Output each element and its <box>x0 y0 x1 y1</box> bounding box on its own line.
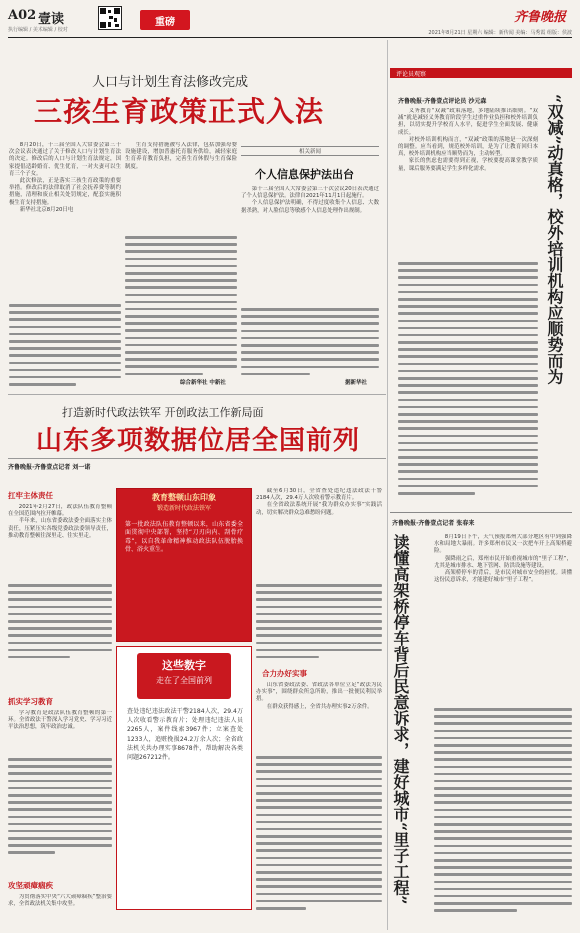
top-section-divider <box>8 394 386 395</box>
editorial-label <box>390 68 572 78</box>
editorial-para-2: 对校外培训机构而言，“双减”政策的落地是一次深刻的调整。应当看到，规范校外培训，是为了让教育回归本真，校外培训机构应当顺势而为，主动转型。 <box>398 136 538 158</box>
badge-label: 重磅 <box>155 16 175 28</box>
feature-badge <box>140 10 190 30</box>
newspaper-logo: 齐鲁晚报 <box>513 10 566 25</box>
shandong-text-a <box>8 504 112 580</box>
banner-figures <box>116 646 252 910</box>
column-divider <box>387 40 388 930</box>
bridge-para-1: 8月19日下午，天气预报郑州大部分地区有中到强降水和局地大暴雨。许多郑州市民又一次把车开上高架桥避险。 <box>434 534 572 555</box>
banner-inspection-sub: 锻造新时代政法铁军 <box>156 505 211 512</box>
shandong-text-d <box>256 488 382 580</box>
header-rule <box>8 37 572 38</box>
bridge-para-3: 高架桥停车的背后，是市民对城市安全的担忧。读懂这份民意诉求，才能建好城市“里子工程”。 <box>434 570 572 584</box>
shandong-rule <box>8 458 386 459</box>
shandong-byline: 齐鲁晚报·齐鲁壹点记者 刘一诺 <box>8 464 91 471</box>
topic-column-1-lines <box>9 304 121 390</box>
editorial-byline: 齐鲁晚报·齐鲁壹点评论员 沙元森 <box>398 98 487 105</box>
privacy-para-1: 第十三届全国人大常委会第三十次会议20日表决通过了个人信息保护法。法律自2021年11月1日起施行。 <box>241 186 379 200</box>
editorial-para-3: 家长的焦虑也需要得到正视，学校要提高课堂教学质量，课后服务要满足学生多样化需求。 <box>398 158 538 172</box>
shandong-b-para: 学习教育是政法队伍教育整顿的第一环。全省政法干警深入学习党史、学习习近平法治思想，筑牢政治忠诚。 <box>8 710 112 731</box>
shandong-kicker: 打造新时代政法铁军 开创政法工作新局面 <box>62 406 264 419</box>
shandong-b-lines <box>8 758 112 862</box>
privacy-para-2: 个人信息保护法明确，不得过度收集个人信息、大数据杀熟，对人脸信息等敏感个人信息处理作出规制。 <box>241 200 379 214</box>
editor-line: 执行编辑 / 美术编辑 / 校对 <box>8 27 68 33</box>
shandong-text-c <box>8 894 112 930</box>
topic-headline: 三孩生育政策正式入法 <box>34 95 325 128</box>
shandong-d-lines <box>256 584 382 662</box>
bridge-para-2: 强降雨之后，郑州市民开始重视城市的“里子工程”，尤其是城市排水、地下管网、防洪设施等建设。 <box>434 555 572 569</box>
banner-inspection <box>116 488 252 642</box>
topic-column-2 <box>125 142 237 232</box>
topic-column-1 <box>9 142 121 302</box>
bridge-divider <box>390 512 572 513</box>
related-news-label <box>241 146 379 156</box>
topic-col2-para: 生育支持措施被写入法律，包括加强母婴设施建设，增加普惠托育服务供给，减轻家庭生育养育教育负担，完善生育休假与生育保险制度。 <box>125 142 237 170</box>
editorial-lines <box>398 262 538 508</box>
page-number: A02 <box>8 8 37 23</box>
topic-para-2: 此次修法，正是落实三孩生育政策的重要举措。修改后的法律取消了社会抚养费等制约措施，清理和废止相关处罚规定，配套实施积极生育支持措施。 <box>9 178 121 206</box>
shandong-d-para-1: 截至6月30日，全省查处违纪违法政法干警2184人次，29.4万人次收看警示教育片。 <box>256 488 382 502</box>
date-line: 2021年8月21日 星期六 编辑：新传闻 美编：马秀霞 组版：侯波 <box>428 30 572 36</box>
topic-column-2-lines <box>125 236 237 384</box>
shandong-e-para-2: 在群众获得感上，全省共办理实事2万余件。 <box>266 703 373 710</box>
shandong-c-para: 为贯彻落实中央“六大顽瘴痼疾”整治要求，全省政法机关集中攻坚。 <box>8 894 112 908</box>
shandong-a-lines <box>8 584 112 662</box>
shandong-e-para-1: 山东省委政法委、省政法各单位立足“政法为民办实事”，围绕群众所急所盼，推出一批便民利民举措。 <box>256 682 382 703</box>
privacy-source: 据新华社 <box>345 380 368 386</box>
banner-inspection-title: 教育整顿山东印象 <box>152 493 216 502</box>
sub-heading-3: 攻坚顽瘴痼疾 <box>8 881 53 890</box>
privacy-title: 个人信息保护法出台 <box>255 168 354 181</box>
sub-heading-2: 抓实学习教育 <box>8 697 53 706</box>
editorial-body <box>398 108 538 258</box>
bridge-byline: 齐鲁晚报·齐鲁壹点记者 张春来 <box>392 520 475 527</box>
bridge-vertical-title: 读懂高架桥停车背后民意诉求，建好城市“里子工程” <box>391 534 410 905</box>
shandong-e-lines <box>256 756 382 926</box>
banner-figures-sub: 走在了全国前列 <box>156 676 212 685</box>
shandong-a-para-2: 半年来，山东省委政法委全面落实主体责任，压紧压实各级党委政法委领导责任，推动教育整顿往深里走、往实里走。 <box>8 518 112 539</box>
editorial-label-text: 评论员观察 <box>396 70 427 78</box>
bridge-lines <box>434 708 572 926</box>
topic-para-3: 新华社北京8月20日电 <box>19 206 74 213</box>
shandong-headline: 山东多项数据位居全国前列 <box>36 426 361 456</box>
banner-figures-body: 查处违纪违法政法干警2184人次，29.4万人次收看警示教育片；处理违纪违法人员2265人，案件线索3967件；立案查处1233人，追赃挽损24.2万余人次；全省政法机关共办理实事8678件，帮助解决各类问题267212件。 <box>127 708 243 762</box>
page-header <box>8 6 572 36</box>
bridge-body <box>434 534 572 704</box>
topic-para-1: 8月20日，十三届全国人大常委会第三十次会议表决通过了关于修改人口与计划生育法的决定。修改后的人口与计划生育法规定，国家提倡适龄婚育、优生优育，一对夫妻可以生育三个子女。 <box>9 142 121 177</box>
editorial-para-1: 义务教育“双减”政策落地，多地陆续推出细则。“双减”就是减轻义务教育阶段学生过重作业负担和校外培训负担，以切实提升学校育人水平，促进学生全面发展、健康成长。 <box>398 108 538 136</box>
sub-heading-4: 合力办好实事 <box>262 669 307 678</box>
qr-code[interactable] <box>98 6 122 30</box>
related-news-text: 相关新闻 <box>296 147 324 155</box>
shandong-text-b <box>8 710 112 754</box>
shandong-a-para-1: 2021年2月27日，政法队伍教育整顿在全国范围内拉开帷幕。 <box>8 504 112 518</box>
banner-figures-title: 这些数字 <box>162 659 206 672</box>
section-name: 壹读 <box>38 12 65 27</box>
topic-kicker: 人口与计划生育法修改完成 <box>92 75 249 90</box>
topic-source: 综合新华社 中新社 <box>180 380 226 386</box>
editorial-vertical-title: “双减”动真格，校外培训机构应顺势而为 <box>545 94 564 385</box>
shandong-text-e <box>256 682 382 752</box>
privacy-lines <box>241 308 379 382</box>
banner-inspection-body: 第一批政法队伍教育整顿以来，山东省委全面贯彻中央部署，坚持“刀刃向内、刮骨疗毒”，以自我革命精神推动政法队伍脱胎换骨、浴火重生。 <box>125 521 243 554</box>
topic-column-3 <box>241 186 379 306</box>
sub-heading-1: 扛牢主体责任 <box>8 491 53 500</box>
shandong-d-para-2: 在全省政法系统开展“我为群众办实事”实践活动，切实解决群众急难愁盼问题。 <box>256 502 382 516</box>
